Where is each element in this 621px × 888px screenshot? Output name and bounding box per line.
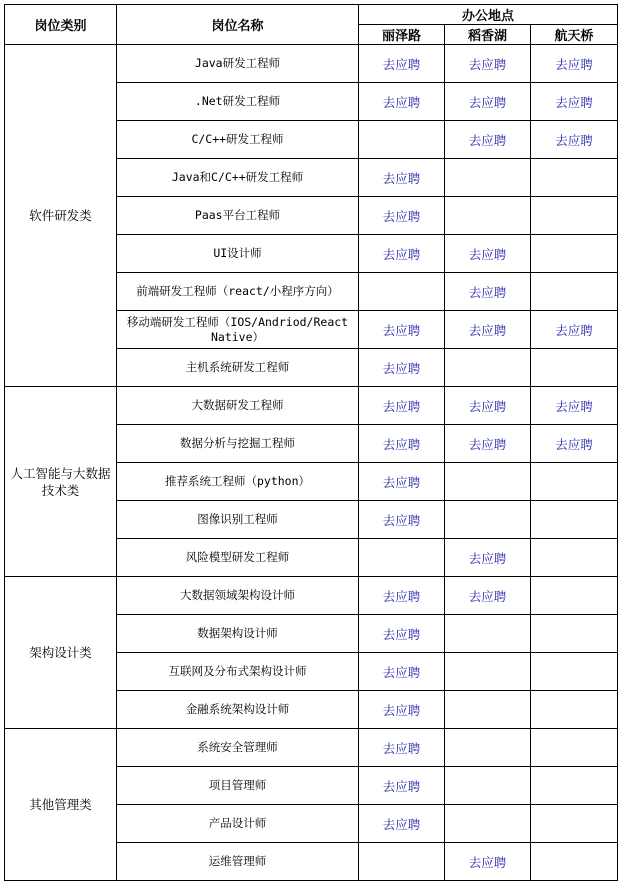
position-name-cell: .Net研发工程师 <box>117 83 359 121</box>
job-positions-table <box>4 4 618 881</box>
location-cell <box>531 235 618 273</box>
location-cell <box>445 767 531 805</box>
location-cell <box>359 235 445 273</box>
location-cell <box>531 273 618 311</box>
apply-link[interactable]: 去应聘 <box>382 702 421 718</box>
apply-link[interactable]: 去应聘 <box>468 132 507 148</box>
apply-link[interactable]: 去应聘 <box>468 322 507 338</box>
table-row <box>5 387 618 425</box>
position-name-cell: 互联网及分布式架构设计师 <box>117 653 359 691</box>
position-name-cell: 图像识别工程师 <box>117 501 359 539</box>
position-name-cell: 主机系统研发工程师 <box>117 349 359 387</box>
apply-link[interactable]: 去应聘 <box>382 246 421 262</box>
apply-link[interactable]: 去应聘 <box>382 740 421 756</box>
apply-link[interactable]: 去应聘 <box>382 778 421 794</box>
location-cell <box>531 197 618 235</box>
location-cell <box>531 577 618 615</box>
header-row <box>5 5 618 25</box>
location-cell <box>359 45 445 83</box>
location-cell <box>445 121 531 159</box>
apply-link[interactable]: 去应聘 <box>382 626 421 642</box>
apply-link[interactable]: 去应聘 <box>382 664 421 680</box>
location-cell <box>531 311 618 349</box>
category-cell: 其他管理类 <box>5 729 117 881</box>
location-cell <box>531 45 618 83</box>
apply-link[interactable]: 去应聘 <box>555 436 593 452</box>
location-header-lize-road: 丽泽路 <box>359 25 445 45</box>
apply-link[interactable]: 去应聘 <box>555 94 593 110</box>
location-cell <box>445 805 531 843</box>
location-cell <box>359 729 445 767</box>
table-row <box>5 45 618 83</box>
position-name-cell: UI设计师 <box>117 235 359 273</box>
apply-link[interactable]: 去应聘 <box>555 322 593 338</box>
apply-link[interactable]: 去应聘 <box>382 512 421 528</box>
location-cell <box>445 653 531 691</box>
apply-link[interactable]: 去应聘 <box>468 854 507 870</box>
position-name-cell: 大数据领域架构设计师 <box>117 577 359 615</box>
location-cell <box>445 235 531 273</box>
position-name-cell: 大数据研发工程师 <box>117 387 359 425</box>
location-cell <box>359 349 445 387</box>
office-header: 办公地点 <box>359 5 618 25</box>
job-table-body <box>5 45 618 881</box>
position-name-cell: 前端研发工程师（react/小程序方向） <box>117 273 359 311</box>
location-cell <box>445 691 531 729</box>
location-cell <box>445 729 531 767</box>
location-cell <box>359 691 445 729</box>
position-name-cell: 风险模型研发工程师 <box>117 539 359 577</box>
position-name-cell: Java和C/C++研发工程师 <box>117 159 359 197</box>
apply-link[interactable]: 去应聘 <box>555 132 593 148</box>
location-cell <box>359 501 445 539</box>
position-name-cell: 金融系统架构设计师 <box>117 691 359 729</box>
location-cell <box>531 615 618 653</box>
location-cell <box>531 843 618 881</box>
position-name-cell: 数据分析与挖掘工程师 <box>117 425 359 463</box>
location-cell <box>445 387 531 425</box>
position-name-cell: 项目管理师 <box>117 767 359 805</box>
location-cell <box>531 159 618 197</box>
position-name-cell: 系统安全管理师 <box>117 729 359 767</box>
location-cell <box>445 425 531 463</box>
apply-link[interactable]: 去应聘 <box>468 284 507 300</box>
location-cell <box>531 691 618 729</box>
location-header-hangtianqiao: 航天桥 <box>531 25 618 45</box>
location-cell <box>359 463 445 501</box>
location-cell <box>359 615 445 653</box>
location-cell <box>445 311 531 349</box>
apply-link[interactable]: 去应聘 <box>382 360 421 376</box>
location-cell <box>359 425 445 463</box>
location-cell <box>531 463 618 501</box>
location-cell <box>531 349 618 387</box>
position-name-cell: 产品设计师 <box>117 805 359 843</box>
apply-link[interactable]: 去应聘 <box>382 170 421 186</box>
location-cell <box>445 463 531 501</box>
position-name-cell: 数据架构设计师 <box>117 615 359 653</box>
location-cell <box>531 539 618 577</box>
location-cell <box>359 805 445 843</box>
location-cell <box>445 615 531 653</box>
location-cell <box>445 349 531 387</box>
location-cell <box>359 653 445 691</box>
location-cell <box>531 767 618 805</box>
location-cell <box>359 577 445 615</box>
location-cell <box>445 273 531 311</box>
table-row <box>5 577 618 615</box>
apply-link[interactable]: 去应聘 <box>468 398 507 414</box>
location-cell <box>531 501 618 539</box>
apply-link[interactable]: 去应聘 <box>382 436 421 452</box>
location-cell <box>445 45 531 83</box>
location-cell <box>359 197 445 235</box>
location-cell <box>445 539 531 577</box>
position-name-cell: Java研发工程师 <box>117 45 359 83</box>
location-cell <box>445 197 531 235</box>
apply-link[interactable]: 去应聘 <box>468 56 507 72</box>
apply-link[interactable]: 去应聘 <box>468 550 507 566</box>
location-cell <box>445 159 531 197</box>
apply-link[interactable]: 去应聘 <box>468 94 507 110</box>
location-header-daoxianghu: 稻香湖 <box>445 25 531 45</box>
category-header: 岗位类别 <box>5 5 117 45</box>
category-cell: 软件研发类 <box>5 45 117 387</box>
location-cell <box>359 387 445 425</box>
position-name-cell: C/C++研发工程师 <box>117 121 359 159</box>
category-cell: 人工智能与大数据技术类 <box>5 387 117 577</box>
apply-link[interactable]: 去应聘 <box>555 56 593 72</box>
position-header: 岗位名称 <box>117 5 359 45</box>
location-cell <box>445 83 531 121</box>
apply-link[interactable]: 去应聘 <box>382 816 421 832</box>
location-cell <box>445 501 531 539</box>
location-cell <box>359 83 445 121</box>
location-cell <box>359 539 445 577</box>
position-name-cell: 推荐系统工程师（python） <box>117 463 359 501</box>
location-cell <box>531 121 618 159</box>
apply-link[interactable]: 去应聘 <box>382 474 421 490</box>
position-name-cell: 运维管理师 <box>117 843 359 881</box>
location-cell <box>359 311 445 349</box>
apply-link[interactable]: 去应聘 <box>468 436 507 452</box>
location-cell <box>531 387 618 425</box>
location-cell <box>359 843 445 881</box>
location-cell <box>445 843 531 881</box>
location-cell <box>531 729 618 767</box>
apply-link[interactable]: 去应聘 <box>382 398 421 414</box>
location-cell <box>445 577 531 615</box>
location-cell <box>359 159 445 197</box>
location-cell <box>531 83 618 121</box>
location-cell <box>359 767 445 805</box>
location-cell <box>359 273 445 311</box>
apply-link[interactable]: 去应聘 <box>382 322 421 338</box>
apply-link[interactable]: 去应聘 <box>382 588 421 604</box>
location-cell <box>531 425 618 463</box>
apply-link[interactable]: 去应聘 <box>382 94 421 110</box>
table-row <box>5 729 618 767</box>
location-cell <box>359 121 445 159</box>
location-cell <box>531 653 618 691</box>
category-cell: 架构设计类 <box>5 577 117 729</box>
apply-link[interactable]: 去应聘 <box>382 56 421 72</box>
position-name-cell: Paas平台工程师 <box>117 197 359 235</box>
apply-link[interactable]: 去应聘 <box>468 246 507 262</box>
apply-link[interactable]: 去应聘 <box>468 588 507 604</box>
apply-link[interactable]: 去应聘 <box>382 208 421 224</box>
apply-link[interactable]: 去应聘 <box>555 398 593 414</box>
location-cell <box>531 805 618 843</box>
position-name-cell: 移动端研发工程师（IOS/Andriod/React Native） <box>117 311 359 349</box>
